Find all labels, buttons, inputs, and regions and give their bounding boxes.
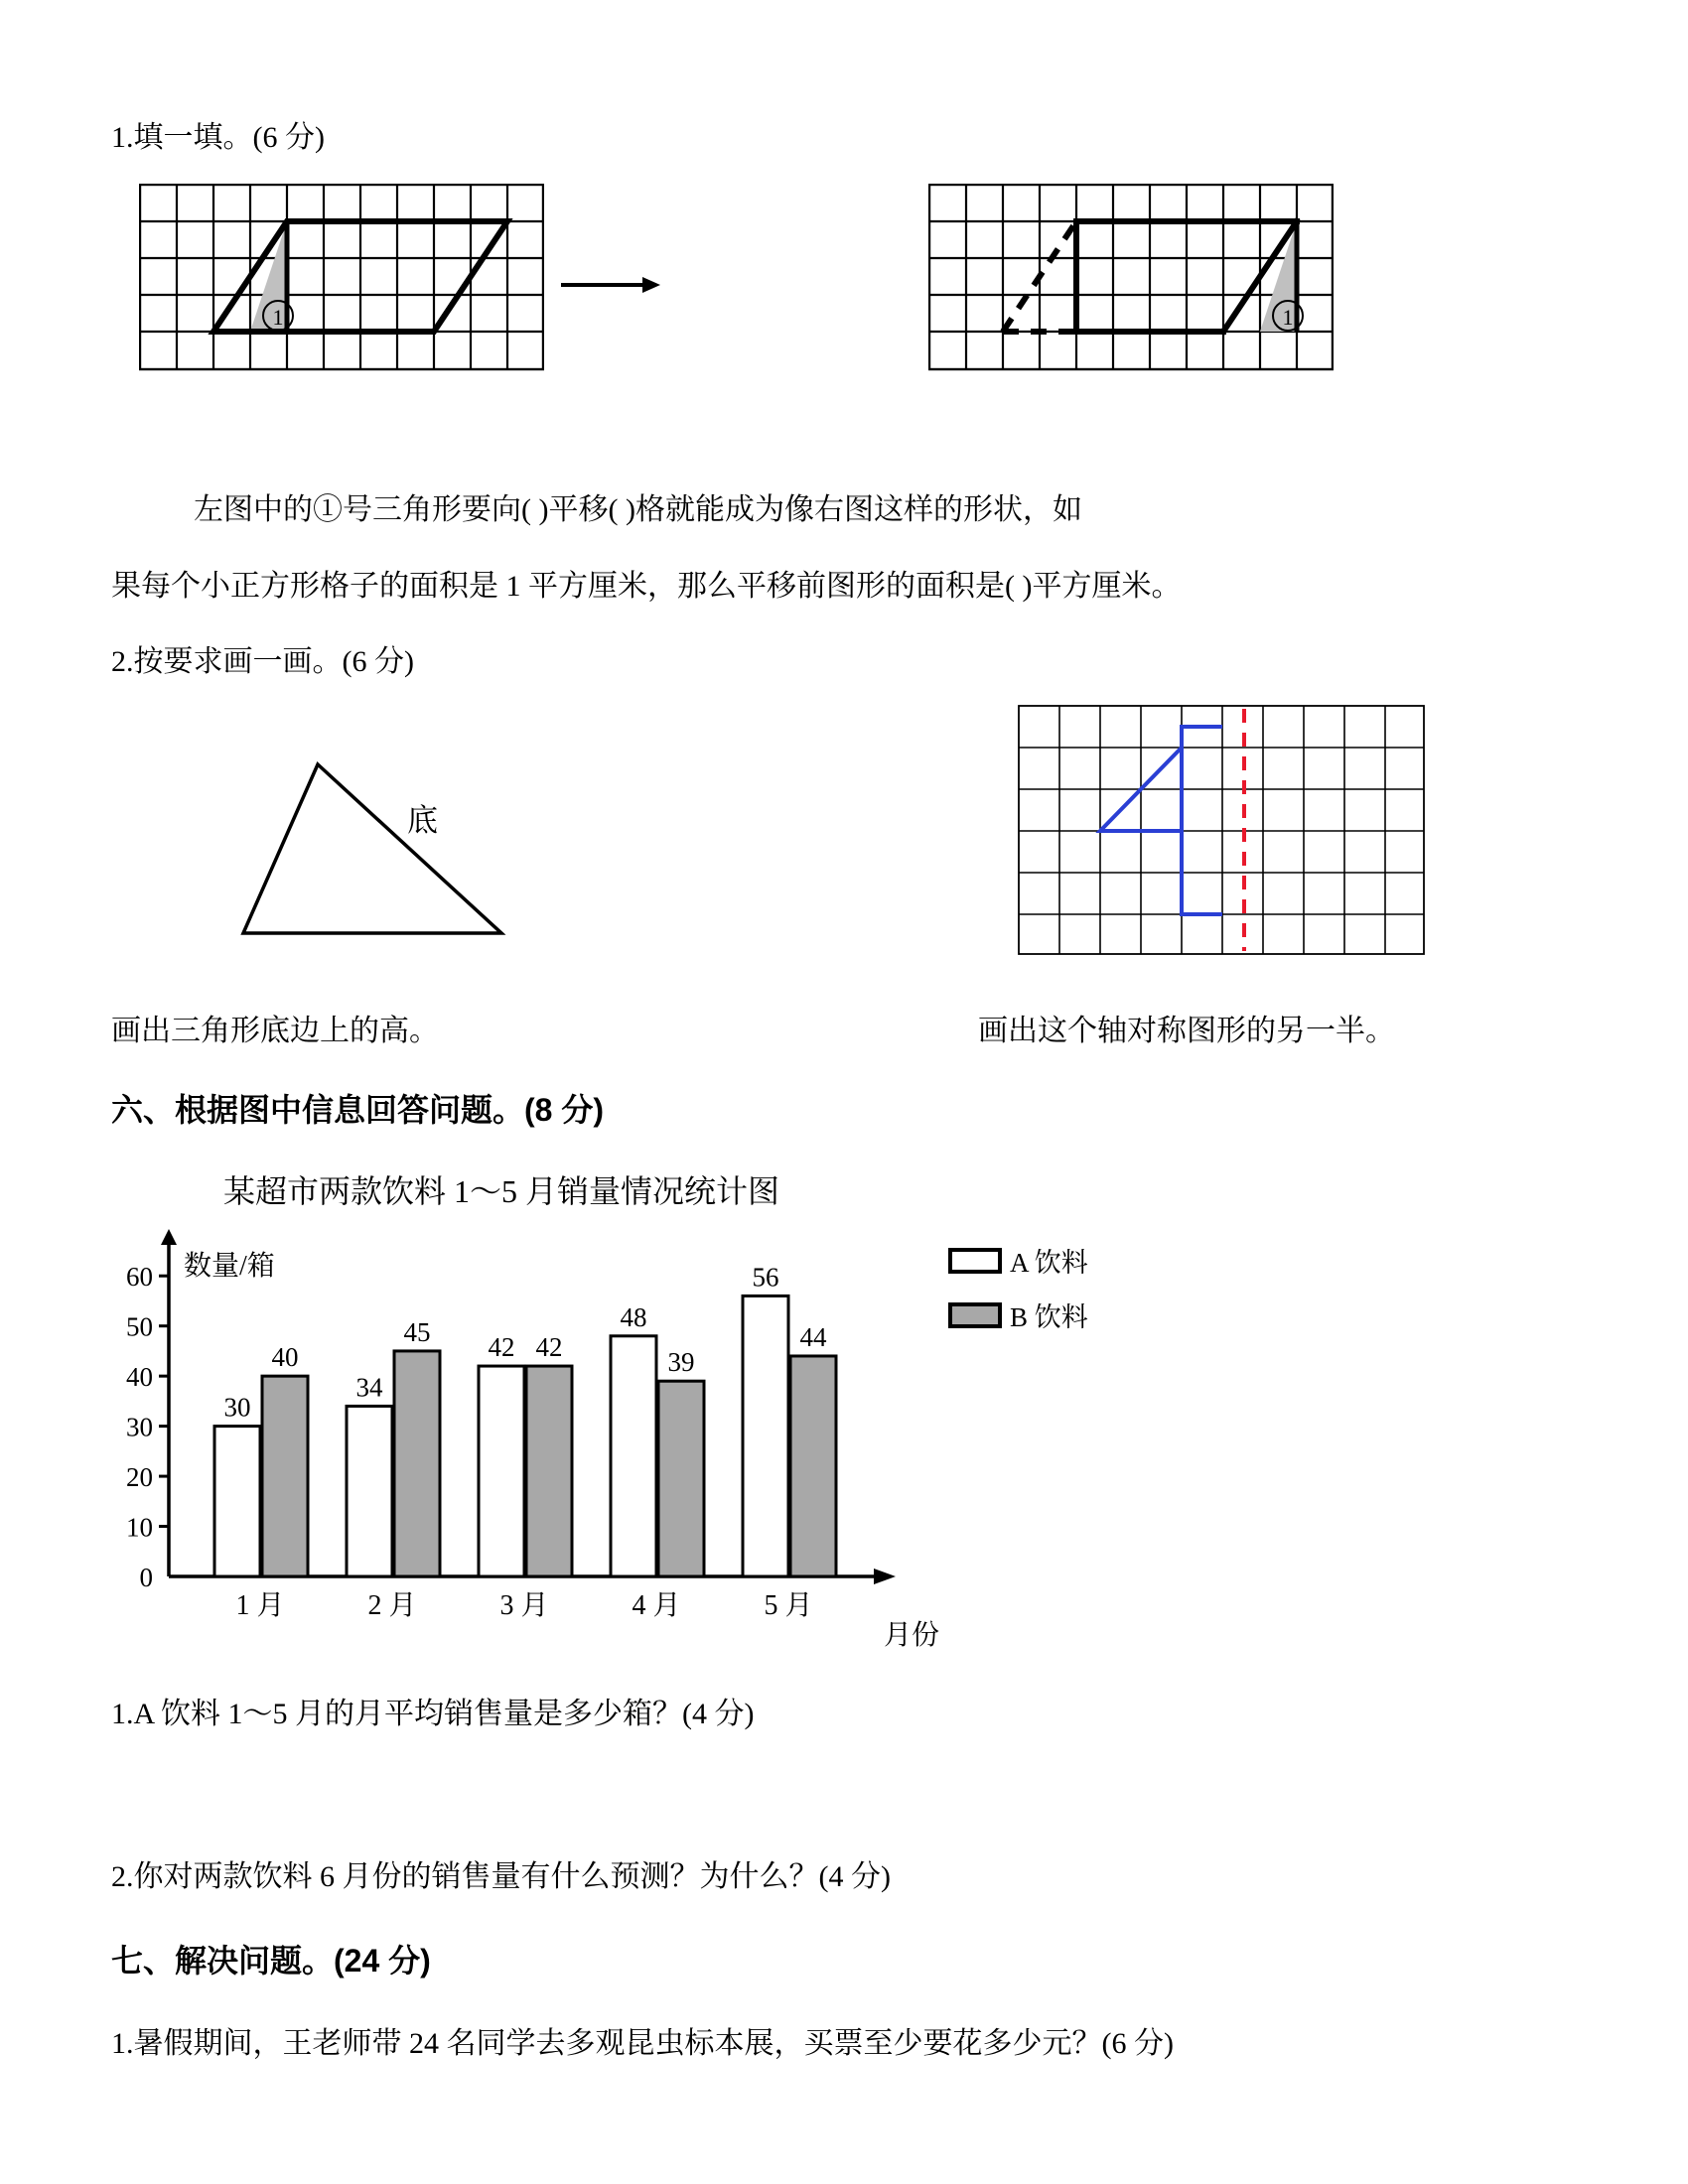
chart-bar	[262, 1376, 308, 1576]
x-category-label: 2 月	[367, 1590, 417, 1621]
section-6-question-2: 2.你对两款饮料 6 月份的销售量有什么预测？为什么？(4 分)	[111, 1860, 891, 1893]
section-6-question-1: 1.A 饮料 1～5 月的月平均销售量是多少箱？(4 分)	[111, 1698, 755, 1730]
chart-bar	[611, 1336, 656, 1576]
bar-value-label: 42	[488, 1332, 515, 1363]
q2-triangle-base-label: 底	[407, 803, 438, 838]
chart-y-axis-label: 数量/箱	[184, 1251, 275, 1282]
legend-swatch-a	[948, 1248, 1002, 1274]
chart-bar	[479, 1366, 524, 1576]
y-tick-label: 30	[126, 1412, 153, 1442]
y-tick-label: 60	[126, 1262, 153, 1293]
triangle-outline	[243, 764, 501, 933]
y-tick-label: 50	[126, 1311, 153, 1342]
chart-bar	[658, 1381, 704, 1576]
x-category-label: 5 月	[764, 1590, 813, 1621]
svg-text:1: 1	[1282, 305, 1294, 330]
svg-text:1: 1	[272, 305, 284, 330]
q1-right-grid	[928, 184, 1334, 377]
legend-item-a	[948, 1241, 1088, 1280]
q1-left-grid	[139, 184, 544, 377]
q2-caption-right: 画出这个轴对称图形的另一半。	[978, 1015, 1395, 1047]
chart-legend	[948, 1241, 1088, 1350]
bar-value-label: 40	[271, 1342, 299, 1373]
bar-value-label: 30	[223, 1392, 251, 1423]
legend-swatch-b	[948, 1302, 1002, 1328]
question-2-heading: 2.按要求画一画。(6 分)	[111, 645, 414, 678]
legend-label-a: A 饮料	[1010, 1248, 1088, 1278]
section-6-heading: 六、根据图中信息回答问题。(8 分)	[111, 1092, 605, 1128]
chart-bar	[526, 1366, 572, 1576]
x-category-label: 3 月	[499, 1590, 549, 1621]
q2-triangle-figure	[223, 754, 511, 953]
q1-text-line-2: 果每个小正方形格子的面积是 1 平方厘米，那么平移前图形的面积是( )平方厘米。	[111, 570, 1182, 603]
q2-caption-left: 画出三角形底边上的高。	[111, 1015, 439, 1047]
y-tick-label: 40	[126, 1362, 153, 1393]
chart-canvas	[109, 1221, 923, 1638]
chart-bar	[790, 1356, 836, 1576]
y-tick-label: 20	[126, 1462, 153, 1493]
chart-x-axis-label: 月份	[884, 1620, 940, 1651]
y-tick-label: 10	[126, 1512, 153, 1543]
bar-value-label: 48	[620, 1301, 647, 1332]
q1-text-line-1: 左图中的①号三角形要向( )平移( )格就能成为像右图这样的形状，如	[194, 493, 1082, 526]
bar-value-label: 44	[799, 1321, 827, 1352]
right-arrow-icon	[561, 273, 660, 297]
chart-bar	[743, 1296, 788, 1576]
legend-item-b	[948, 1296, 1088, 1334]
chart-bar	[394, 1351, 440, 1576]
bar-value-label: 56	[752, 1262, 779, 1293]
chart-title: 某超市两款饮料 1～5 月销量情况统计图	[223, 1173, 780, 1209]
x-category-label: 4 月	[632, 1590, 681, 1621]
section-7-question-1: 1.暑假期间，王老师带 24 名同学去多观昆虫标本展，买票至少要花多少元？(6 分)	[111, 2027, 1174, 2060]
q2-symmetry-grid	[1018, 705, 1425, 963]
legend-label-b: B 饮料	[1010, 1302, 1088, 1332]
bar-chart	[109, 1221, 923, 1638]
x-category-label: 1 月	[235, 1590, 285, 1621]
bar-value-label: 42	[535, 1332, 563, 1363]
y-tick-label: 0	[139, 1563, 153, 1592]
chart-bar	[347, 1406, 392, 1576]
bar-value-label: 34	[355, 1372, 383, 1403]
chart-bar	[214, 1427, 260, 1576]
question-1-heading: 1.填一填。(6 分)	[111, 121, 325, 154]
bar-value-label: 39	[667, 1347, 695, 1378]
section-7-heading: 七、解决问题。(24 分)	[111, 1943, 431, 1979]
bar-value-label: 45	[403, 1316, 431, 1347]
